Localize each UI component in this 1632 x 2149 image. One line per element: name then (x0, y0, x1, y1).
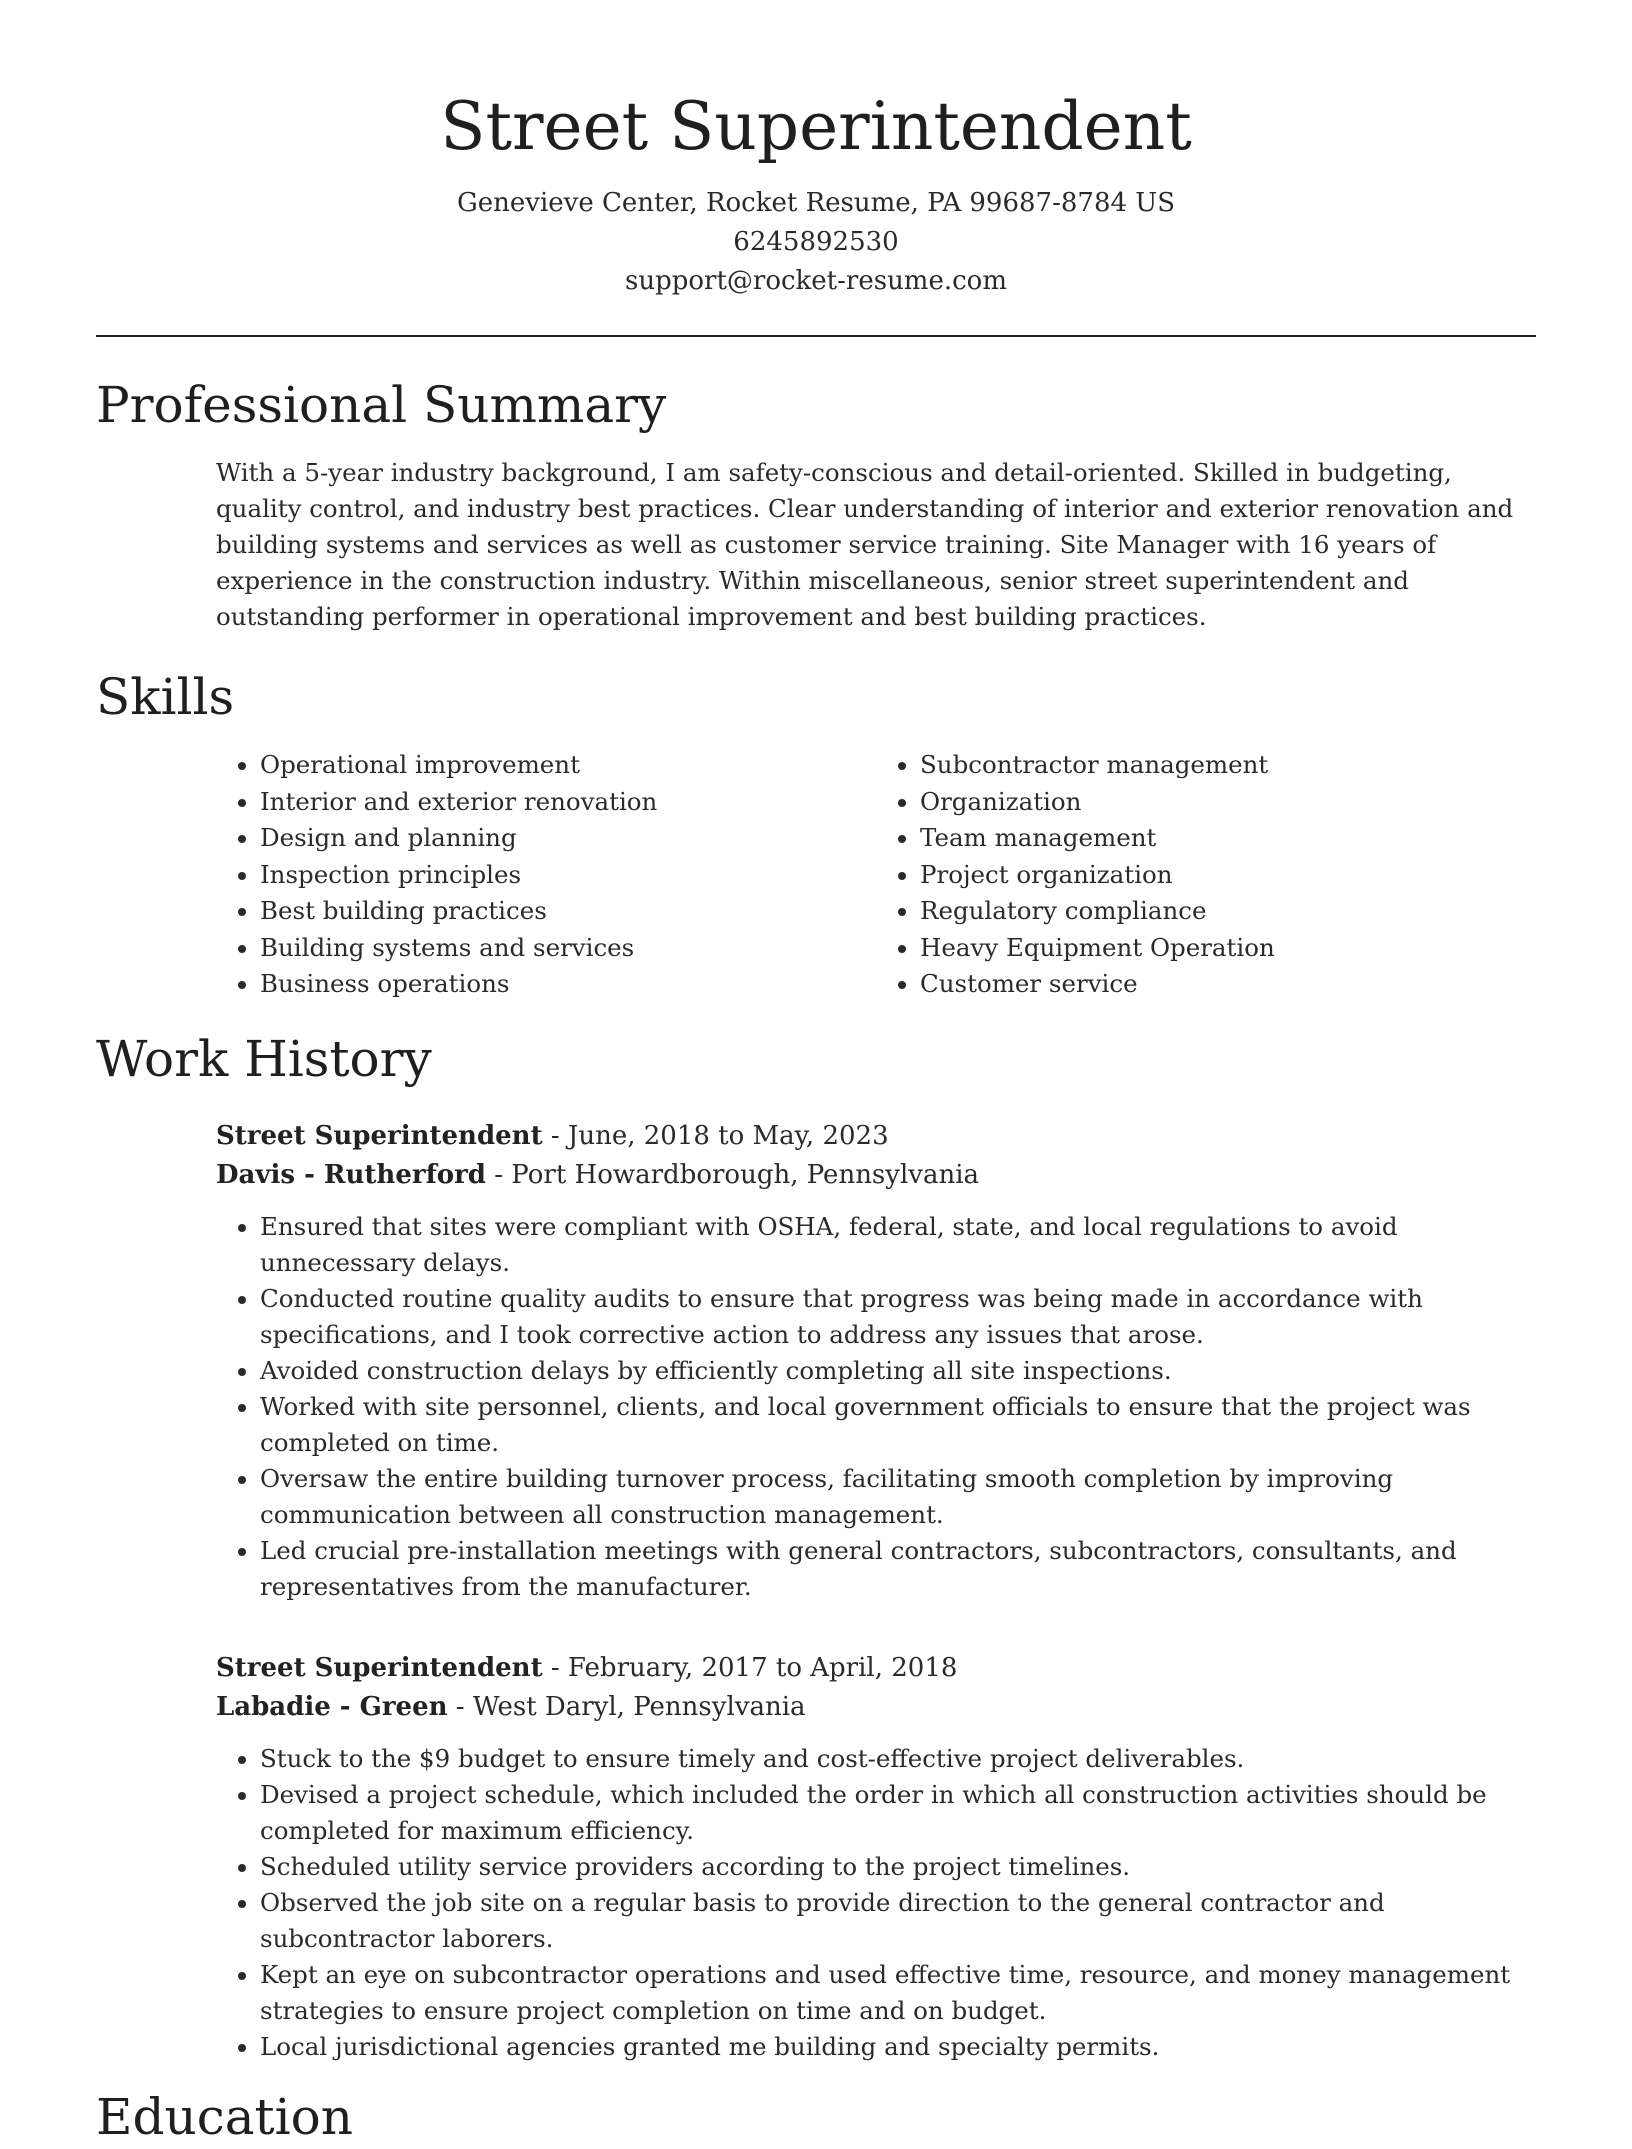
job-bullet: • Kept an eye on subcontractor operations and used effective time, resource, and money management strategies to ensure project completion on time and on budget. (260, 1957, 1536, 2029)
skill-item: • Business operations (260, 966, 876, 1003)
job-bullet: • Scheduled utility service providers according to the project timelines. (260, 1849, 1536, 1885)
skill-item: • Customer service (920, 966, 1536, 1003)
job-dates: - February, 2017 to April, 2018 (542, 1652, 958, 1683)
skill-item: • Heavy Equipment Operation (920, 930, 1536, 967)
job-entry (216, 1117, 1536, 1605)
summary-heading: Professional Summary (96, 376, 667, 434)
job-entry (216, 1649, 1536, 2065)
skill-item: • Organization (920, 784, 1536, 821)
skill-item: • Inspection principles (260, 857, 876, 894)
job-company-line (216, 1156, 1536, 1195)
job-location: - West Daryl, Pennsylvania (447, 1691, 806, 1722)
job-role: Street Superintendent (216, 1120, 543, 1151)
header-divider (96, 335, 1536, 337)
job-bullet: • Ensured that sites were compliant with OSHA, federal, state, and local regulations to avoid unnecessary delays. (260, 1209, 1536, 1281)
job-bullet: • Observed the job site on a regular basis to provide direction to the general contractor and subcontractor laborers. (260, 1885, 1536, 1957)
resume-page (96, 0, 1536, 2149)
skill-item: • Regulatory compliance (920, 893, 1536, 930)
skills-list (216, 747, 1536, 1003)
skill-item: • Project organization (920, 857, 1536, 894)
work-history-heading: Work History (96, 1029, 432, 1088)
job-bullet: • Led crucial pre-installation meetings with general contractors, subcontractors, consultants, and representatives from the manufacturer. (260, 1533, 1536, 1605)
resume-header (96, 0, 1536, 301)
job-role: Street Superintendent (216, 1652, 543, 1683)
job-bullets (216, 1741, 1536, 2065)
job-title-line (216, 1649, 1536, 1688)
skill-item: • Interior and exterior renovation (260, 784, 876, 821)
skill-item: • Best building practices (260, 893, 876, 930)
skills-heading: Skills (96, 668, 235, 726)
job-bullets (216, 1209, 1536, 1605)
job-bullet: • Conducted routine quality audits to ensure that progress was being made in accordance with specifications, and I took corrective action to address any issues that arose. (260, 1281, 1536, 1353)
job-company: Davis - Rutherford (216, 1159, 486, 1190)
job-bullet: • Oversaw the entire building turnover process, facilitating smooth completion by improving communication between all construction management. (260, 1461, 1536, 1533)
email-address: support@rocket-resume.com (624, 266, 1007, 296)
job-company: Labadie - Green (216, 1691, 448, 1722)
candidate-title: Street Superintendent (440, 88, 1192, 165)
address: Genevieve Center, Rocket Resume, PA 99687-8784 US (456, 188, 1176, 218)
job-bullet: • Local jurisdictional agencies granted me building and specialty permits. (260, 2029, 1536, 2065)
job-bullet: • Stuck to the $9 budget to ensure timely and cost-effective project deliverables. (260, 1741, 1536, 1777)
skill-item: • Building systems and services (260, 930, 876, 967)
skills-column-right (876, 747, 1536, 1003)
job-company-line (216, 1688, 1536, 1727)
skill-item: • Team management (920, 820, 1536, 857)
job-title-line (216, 1117, 1536, 1156)
skills-column-left (216, 747, 876, 1003)
skill-item: • Operational improvement (260, 747, 876, 784)
job-bullet: • Worked with site personnel, clients, and local government officials to ensure that the project was completed on time. (260, 1389, 1536, 1461)
job-bullet: • Devised a project schedule, which included the order in which all construction activities should be completed for maximum efficiency. (260, 1777, 1536, 1849)
skill-item: • Subcontractor management (920, 747, 1536, 784)
job-dates: - June, 2018 to May, 2023 (542, 1120, 889, 1151)
skill-item: • Design and planning (260, 820, 876, 857)
job-location: - Port Howardborough, Pennsylvania (485, 1159, 980, 1190)
phone-number: 6245892530 (733, 227, 899, 257)
summary-text: With a 5-year industry background, I am safety-conscious and detail-oriented. Skilled in budgeting, quality control, and industry best practices. Clear understanding of interior and exterior renovation and building systems and services as well as customer service training. Site Manager with 16 years of experience in the construction industry. Within miscellaneous, senior street superintendent and outstanding performer in operational improvement and best building practices. (216, 458, 1514, 631)
job-bullet: • Avoided construction delays by efficiently completing all site inspections. (260, 1353, 1536, 1389)
education-heading: Education (96, 2087, 353, 2146)
